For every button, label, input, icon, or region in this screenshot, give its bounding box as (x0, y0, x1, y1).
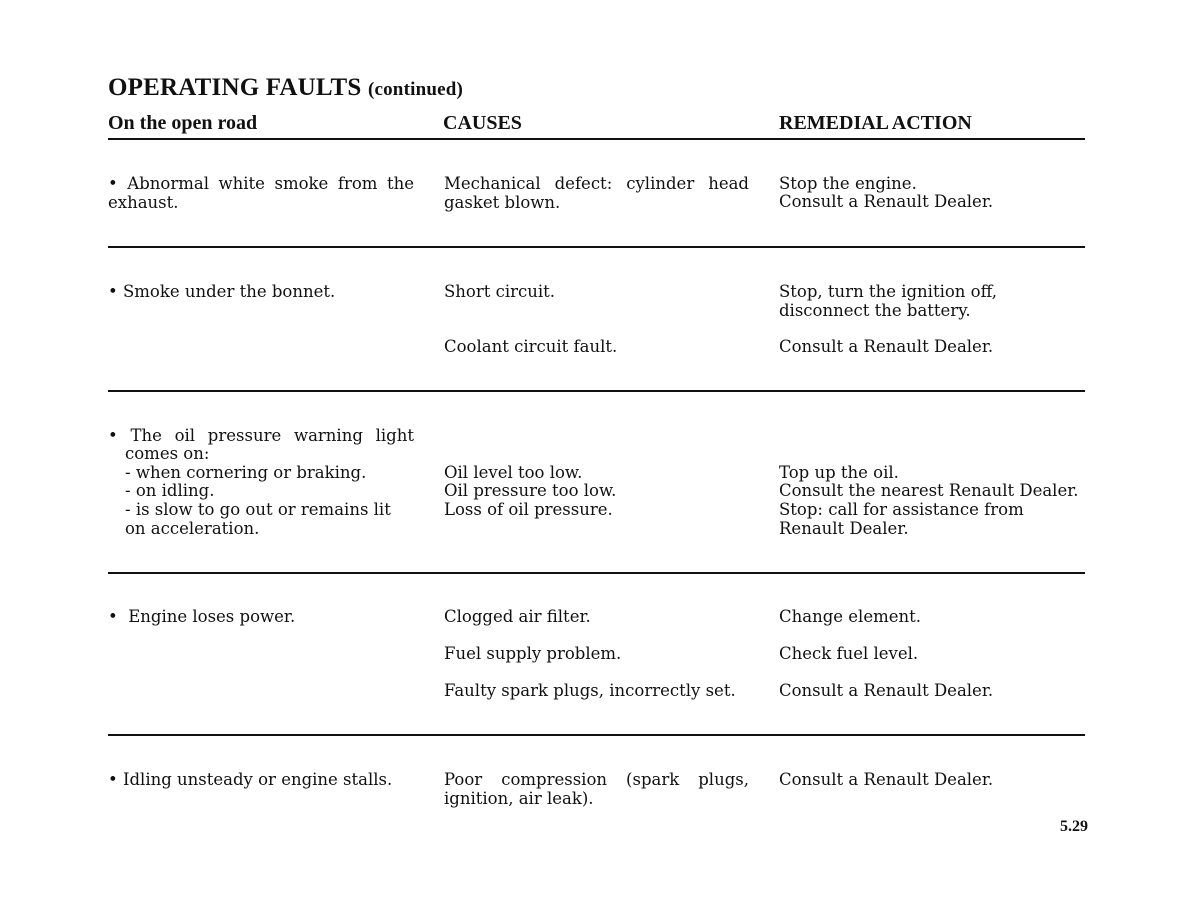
fault-description: • Smoke under the bonnet. (108, 282, 336, 301)
remedy-text: Stop, turn the ignition off, disconnect the battery. (779, 282, 997, 320)
row-divider (108, 246, 1085, 248)
cause-text: Oil level too low. (444, 463, 583, 482)
cause-text: Oil pressure too low. (444, 481, 617, 500)
cause-text: Short circuit. (444, 282, 556, 301)
row-divider (108, 572, 1085, 574)
column-header-remedial-action: REMEDIAL ACTION (779, 112, 972, 134)
remedy-text: Stop: call for assistance from Renault Dealer. (779, 500, 1024, 538)
cause-text: Poor compression (spark plugs, ignition, air leak). (444, 770, 749, 808)
row-divider (108, 390, 1085, 392)
column-header-causes: CAUSES (443, 112, 522, 134)
row-divider (108, 734, 1085, 736)
fault-description: • The oil pressure warning light (108, 426, 414, 445)
page-number: 5.29 (1060, 818, 1088, 835)
header-divider (108, 138, 1085, 140)
title-text: OPERATING FAULTS (108, 74, 362, 101)
remedy-text: Check fuel level. (779, 644, 919, 663)
remedy-text: Consult a Renault Dealer. (779, 337, 994, 356)
cause-text: Fuel supply problem. (444, 644, 622, 663)
remedy-text: Consult a Renault Dealer. (779, 770, 994, 789)
remedy-text: Consult a Renault Dealer. (779, 192, 994, 211)
cause-text: Loss of oil pressure. (444, 500, 613, 519)
page-title (108, 74, 463, 102)
remedy-text: Consult the nearest Renault Dealer. (779, 481, 1079, 500)
remedy-text: Top up the oil. (779, 463, 899, 482)
fault-description-cont: comes on: (125, 444, 210, 463)
fault-description: • Abnormal white smoke from the exhaust. (108, 174, 414, 212)
fault-condition: - when cornering or braking. (125, 463, 367, 482)
remedy-text: Consult a Renault Dealer. (779, 681, 994, 700)
fault-condition: - is slow to go out or remains lit on acceleration. (125, 500, 391, 538)
cause-text: Faulty spark plugs, incorrectly set. (444, 681, 736, 700)
cause-text: Mechanical defect: cylinder head gasket blown. (444, 174, 749, 212)
fault-description: • Engine loses power. (108, 607, 296, 626)
cause-text: Clogged air filter. (444, 607, 591, 626)
fault-condition: - on idling. (125, 481, 215, 500)
remedy-text: Change element. (779, 607, 922, 626)
fault-description: • Idling unsteady or engine stalls. (108, 770, 393, 789)
remedy-text: Stop the engine. (779, 174, 917, 193)
title-suffix: (continued) (367, 79, 464, 100)
cause-text: Coolant circuit fault. (444, 337, 618, 356)
column-header-situation: On the open road (108, 112, 258, 134)
